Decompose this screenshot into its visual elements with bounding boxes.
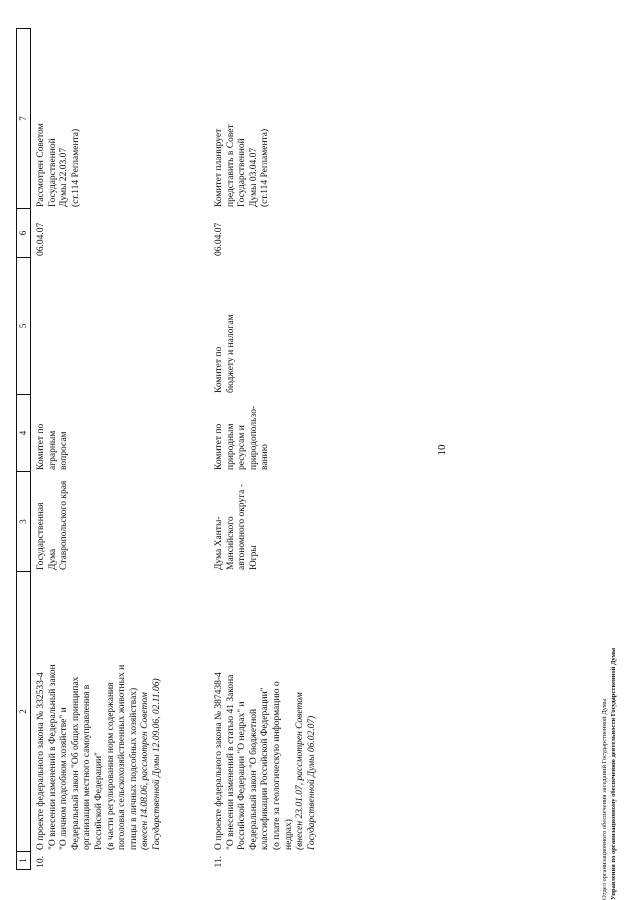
description-line: Российской Федерации" [93,752,104,850]
row-committee [36,396,71,470]
description-line: "О внесении изменений в статью 41 Закона [225,674,236,850]
page-number: 10 [436,444,448,456]
co-committee-line: Комитет по [214,346,224,393]
table-header [16,28,31,870]
row-initiator [214,473,260,570]
description-line: организации местного самоуправления в [82,684,93,850]
row-date: 06.04.07 [214,222,224,256]
footer [600,340,618,900]
committee-line: Комитет по [36,423,46,470]
row-co-committee [214,259,237,393]
status-line: Комитет планирует [214,128,224,207]
row-date: 06.04.07 [36,222,46,256]
description-line: птицы в личных подсобных хозяйствах) [128,687,139,850]
status-line: представить в Совет [225,124,236,207]
committee-line: вопросам [59,431,70,470]
description-line: (в части регулирования норм содержания [105,682,116,850]
description-line: Федеральный закон "О бюджетной [248,708,259,850]
initiator-line: Дума [47,548,58,570]
row-number: 11. [214,856,224,868]
description-note: Государственной Думы 06.02.07) [306,715,317,850]
description-line: классификации Российской Федерации" [260,687,271,850]
row-status [214,30,272,207]
header-col-4: 4 [17,394,30,471]
status-line: (ст.114 Регламента) [260,128,271,207]
footer-line: Отдел организационного обеспечения заседаний Государственной Думы [601,698,608,900]
header-col-5: 5 [17,257,30,394]
header-col-2: 2 [17,571,30,851]
description-note: (внесен 23.01.07, рассмотрен Советом [295,692,306,850]
co-committee-line: бюджету и налогам [225,314,236,393]
description-line: Федеральный закон "Об общих принципах [70,676,81,850]
header-col-1: 1 [17,851,30,869]
status-line: (ст.114 Регламента) [70,128,81,207]
committee-line: природопользо- [248,405,259,470]
row-status [36,30,82,207]
initiator-line: Дума Ханты- [214,516,224,570]
committee-line: природным [225,423,236,470]
initiator-line: Ставропольского края [59,480,70,570]
header-col-7: 7 [18,116,28,121]
row-description [36,574,164,850]
row-description [214,574,318,850]
description-line: "О личном подсобном хозяйстве" и [59,707,70,850]
committee-line: ресурсам и [237,425,248,470]
description-line: Российской Федерации "О недрах" и [237,701,248,850]
status-line: Рассмотрен Советом [36,123,46,207]
committee-line: аграрным [47,430,58,470]
status-line: Государственной [47,138,58,207]
committee-line: ванию [260,444,271,470]
status-line: Государственной [237,138,248,207]
row-initiator [36,473,71,570]
header-col-3: 3 [17,471,30,571]
footer-line: Управления по организационному обеспечению деятельности Государственной Думы [610,647,617,900]
initiator-line: автономного округа - [237,484,248,570]
status-line: Думы 03.04.07 [248,147,259,207]
description-line: (о плате за геологическую информацию о [271,681,282,850]
description-line: О проекте федерального закона № 387438-4 [214,672,224,850]
status-line: Думы 22.03.07 [59,147,70,207]
description-line: поголовья сельскохозяйственных животных и [117,664,128,850]
description-note: (внесен 14.08.06, рассмотрен Советом [140,692,151,850]
initiator-line: Государственная [36,502,46,570]
row-number: 10. [36,856,46,868]
description-line: недрах) [283,819,294,850]
description-line: О проекте федерального закона № 332533-4 [36,672,46,850]
initiator-line: Мансийского [225,516,236,570]
row-committee [214,396,272,470]
description-note: Государственной Думы 12.09.06, 02.11.06) [151,678,162,850]
header-col-6: 6 [17,208,30,257]
description-line: "О внесении изменений в Федеральный закон [47,664,58,850]
committee-line: Комитет по [214,423,224,470]
initiator-line: Югры [248,545,259,570]
